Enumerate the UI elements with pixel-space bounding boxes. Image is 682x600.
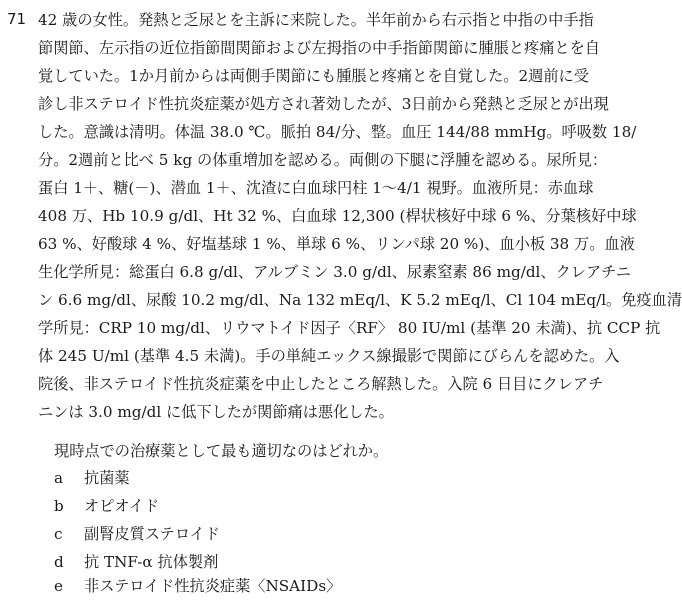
stem-line-10: 生化学所見：総蛋白 6.8 g/dl、アルブミン 3.0 g/dl、尿素窒素 86 mg/dl、クレアチニ	[38, 263, 631, 281]
choice-letter: a	[54, 469, 64, 487]
choice-d	[54, 552, 218, 572]
stem-line-8: 408 万、Hb 10.9 g/dl、Ht 32 %、白血球 12,300 (桿状核好中球 6 %、分葉核好中球	[38, 207, 637, 225]
stem-line-4: 診し非ステロイド性抗炎症薬が処方され著効したが、3日前から発熱と乏尿とが出現	[38, 95, 609, 113]
choice-e	[54, 576, 341, 596]
stem-line-6: 分。2週前と比べ 5 kg の体重増加を認める。両側の下腿に浮腫を認める。尿所見：	[38, 151, 608, 169]
choice-letter: c	[54, 525, 63, 543]
choice-text: 非ステロイド性抗炎症薬〈NSAIDs〉	[84, 577, 342, 595]
stem-line-12: 学所見：CRP 10 mg/dl、リウマトイド因子〈RF〉 80 IU/ml (基準 20 未満)、抗 CCP 抗	[38, 319, 661, 337]
question-text: 現時点での治療薬として最も適切なのはどれか。	[54, 442, 389, 460]
stem-line-3: 覚していた。1か月前からは両側手関節にも腫脹と疼痛とを自覚した。2週前に受	[38, 67, 589, 85]
stem-line-11: ン 6.6 mg/dl、尿酸 10.2 mg/dl、Na 132 mEq/l、K 5.2 mEq/l、Cl 104 mEq/l。免疫血清	[38, 291, 682, 309]
choice-letter: b	[54, 497, 64, 515]
stem-line-1: 42 歳の女性。発熱と乏尿とを主訴に来院した。半年前から右示指と中指の中手指	[38, 11, 594, 29]
stem-line-14: 院後、非ステロイド性抗炎症薬を中止したところ解熱した。入院 6 日目にクレアチ	[38, 375, 604, 393]
stem-line-2: 節関節、左示指の近位指節間関節および左拇指の中手指節関節に腫脹と疼痛とを自	[38, 39, 600, 57]
choice-b	[54, 496, 159, 516]
stem-line-5: した。意識は清明。体温 38.0 ℃。脈拍 84/分、整。血圧 144/88 mmHg。呼吸数 18/	[38, 123, 637, 141]
choice-text: 副腎皮質ステロイド	[84, 525, 220, 543]
stem-line-15: ニンは 3.0 mg/dl に低下したが関節痛は悪化した。	[38, 403, 394, 421]
stem-line-13: 体 245 U/ml (基準 4.5 未満)。手の単純エックス線撮影で関節にびらんを認めた。入	[38, 347, 620, 365]
stem-line-7: 蛋白 1＋、糖(－)、潜血 1＋、沈渣に白血球円柱 1～4/1 視野。血液所見：赤血球	[38, 179, 594, 197]
stem-line-9: 63 %、好酸球 4 %、好塩基球 1 %、単球 6 %、リンパ球 20 %)、血小板 38 万。血液	[38, 235, 635, 253]
choice-text: オピオイド	[84, 497, 160, 515]
choice-text: 抗菌薬	[84, 469, 130, 487]
choice-letter: d	[54, 553, 64, 571]
choice-text: 抗 TNF-α 抗体製剤	[84, 553, 219, 571]
question-number: 71	[7, 10, 27, 28]
choice-letter: e	[54, 577, 63, 595]
choice-c	[54, 524, 220, 544]
choice-a	[54, 468, 130, 488]
